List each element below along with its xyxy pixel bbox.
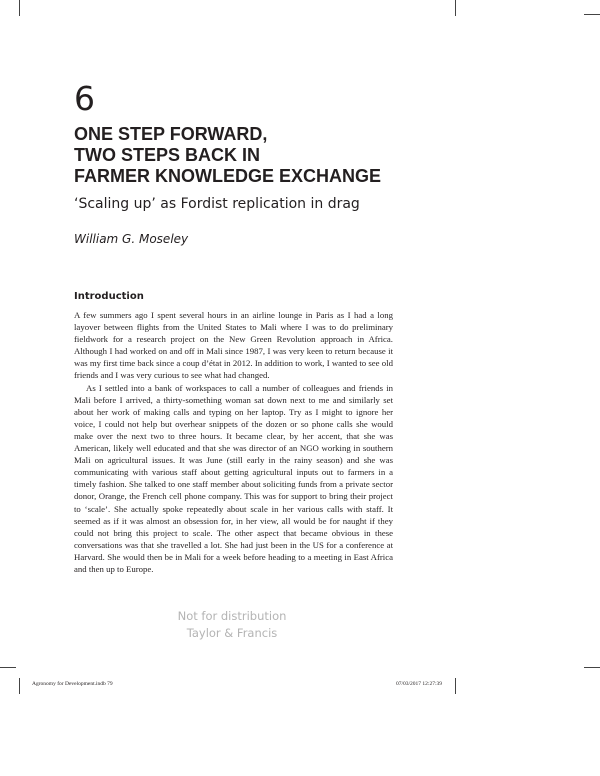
- chapter-title-line: ONE STEP FORWARD,: [74, 124, 268, 144]
- crop-mark-top-left: [19, 0, 20, 16]
- crop-mark-top-right: [455, 0, 456, 16]
- chapter-title-line: TWO STEPS BACK IN: [74, 145, 261, 165]
- chapter-title: [74, 124, 381, 187]
- crop-mark-bottom-right: [455, 678, 456, 694]
- watermark-line: Not for distribution: [177, 609, 287, 623]
- crop-mark-right-upper: [584, 14, 600, 15]
- chapter-number: 6: [74, 79, 95, 118]
- watermark-line: Taylor & Francis: [186, 626, 278, 640]
- footer-timestamp: 07/03/2017 12:27:39: [396, 681, 442, 687]
- footer-file-info: Agronomy for Development.indb 79: [32, 681, 113, 687]
- body-paragraph: A few summers ago I spent several hours in an airline lounge in Paris as I had a long layover between flights from the United States to Mali where I was to do preliminary fieldwork for a research project on the New Green Revolution approach in Africa. Although I had worked on and off in Mali since 1987, I was very keen to return because it was my first time back since a coup d’état in 2012. In addition to work, I wanted to see old friends and I was very curious to see what had changed.: [74, 310, 393, 381]
- section-heading: Introduction: [74, 291, 144, 302]
- body-text: [74, 309, 393, 575]
- crop-mark-bottom-left: [19, 678, 20, 694]
- crop-mark-left-lower: [0, 667, 16, 668]
- chapter-title-line: FARMER KNOWLEDGE EXCHANGE: [74, 166, 382, 186]
- body-paragraph: As I settled into a bank of workspaces to call a number of colleagues and friends in Mali before I arrived, a thirty-something woman sat down next to me and similarly set about her work of making calls and typing on her laptop. Try as I might to ignore her voice, I could not help but overhear snippets of the dozen or so phone calls she would make over the next two to three hours. It became clear, by her accent, that she was American, likely well educated and that she was director of an NGO working in southern Mali on agricultural issues. It was June (still early in the rainy season) and she was communicating with various staff about getting agricultural inputs out to farmers in a timely fashion. She talked to one staff member about soliciting funds from a private sector donor, Orange, the French cell phone company. This was for support to bring their project to ‘scale’. She actually spoke repeatedly about scale in her various calls with staff. It seemed as if it was almost an obsession for, in her view, all would be for naught if they could not bring this project to scale. The other aspect that became obvious in these conversations was that she travelled a lot. She had just been in the US for a conference at Harvard. She would then be in Mali for a week before heading to a meeting in East Africa and then up to Europe.: [74, 382, 393, 574]
- chapter-author: William G. Moseley: [74, 232, 189, 246]
- chapter-subtitle: ‘Scaling up’ as Fordist replication in drag: [74, 196, 360, 212]
- crop-mark-right-lower: [584, 667, 600, 668]
